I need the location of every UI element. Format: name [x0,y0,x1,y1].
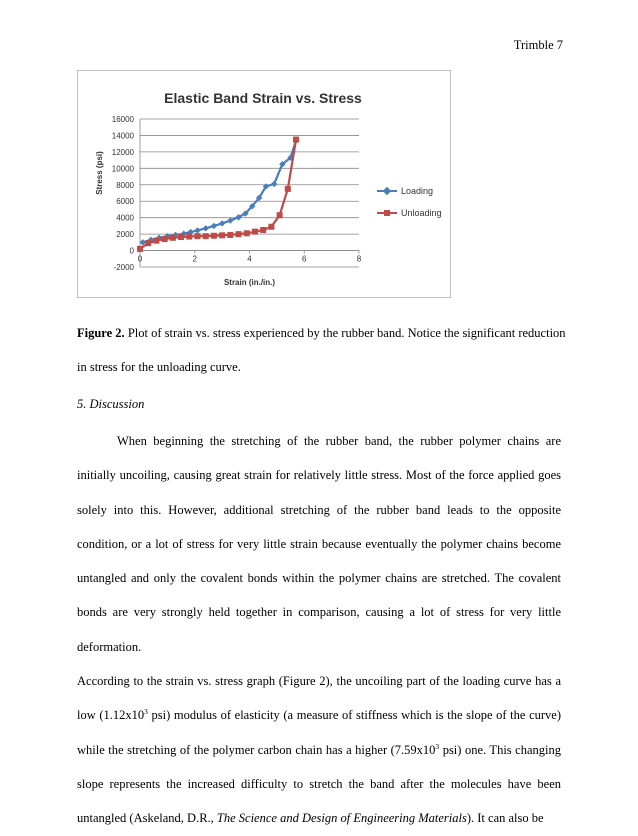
data-point-unloading [236,231,242,237]
data-point-loading [219,220,225,226]
x-tick-label: 8 [356,254,362,264]
x-tick-label: 2 [192,254,197,264]
legend-item-unloading [377,205,442,221]
stress-strain-chart [77,70,451,298]
y-tick-label: 0 [129,246,134,256]
data-point-loading [271,181,277,187]
data-point-unloading [153,238,159,244]
y-tick-label: 16000 [111,115,134,124]
series-line-unloading [140,140,296,249]
data-point-unloading [186,234,192,240]
exponent-1: 3 [144,707,148,717]
chart-title: Elastic Band Strain vs. Stress [164,90,362,106]
section-heading: 5. Discussion [77,397,145,411]
data-point-unloading [194,233,200,239]
y-tick-label: 4000 [116,213,134,223]
p2-part-d: ). It can also be [466,811,544,826]
y-tick-label: 14000 [111,131,134,141]
y-tick-label: 10000 [111,164,134,174]
legend-item-loading [377,183,442,199]
figure-label: Figure 2. [77,326,125,340]
data-point-unloading [219,232,225,238]
y-tick-label: 8000 [116,180,134,190]
legend-label-loading: Loading [401,186,434,196]
paragraph-2 [77,664,561,835]
data-point-unloading [178,234,184,240]
data-point-unloading [137,246,143,252]
p2-part-b: psi) modulus of elasticity (a measure of stiffness which is the slope of the curve) while the stretching of the polymer carbon chain has a higher (7.59x10 [77,708,561,757]
x-tick-label: 6 [302,254,307,264]
paragraph-1: When beginning the stretching of the rubber band, the rubber polymer chains are initially uncoiling, causing great strain for relatively little stress. Most of the force applied goes solely into this. However, additional stretching of the rubber band leads to the opposite condition, or a lot of stress for very little strain because eventually the polymer chains become untangled and only the covalent bonds within the polymer chains are stretched. The covalent bonds are very strongly held together in comparison, causing a lot of stress for very little deformation. [77,434,561,654]
data-point-unloading [260,227,266,233]
citation-title: The Science and Design of Engineering Materials [216,811,467,826]
legend-swatch-unloading [377,208,397,218]
data-point-unloading [203,233,209,239]
data-point-loading [211,223,217,229]
data-point-unloading [285,186,291,192]
legend-label-unloading: Unloading [401,208,442,218]
x-axis-label: Strain (in./in.) [223,278,276,287]
exponent-2: 3 [435,741,440,751]
y-axis-label: Stress (psi) [95,151,104,195]
y-tick-label: 12000 [111,147,134,157]
data-point-unloading [162,236,168,242]
figure-caption [77,316,577,384]
data-point-loading [194,227,200,233]
figure-caption-text: Plot of strain vs. stress experienced by the rubber band. Notice the significant reduction in stress for the unloading curve. [77,326,566,374]
y-tick-label: -2000 [113,263,134,272]
data-point-unloading [252,229,258,235]
body-text [77,424,561,836]
data-point-unloading [211,233,217,239]
chart-legend [377,183,442,227]
data-point-unloading [268,224,274,230]
legend-swatch-loading [377,186,397,196]
data-point-unloading [145,240,151,246]
data-point-unloading [244,230,250,236]
running-head: Trimble 7 [513,38,563,52]
data-point-unloading [170,235,176,241]
y-tick-label: 2000 [116,230,134,240]
data-point-unloading [293,137,299,143]
p2-part-c: psi) one. This changing slope represents the increased difficulty to stretch the band after the molecules have been untangled (Askeland, D.R., [77,742,561,826]
x-tick-label: 0 [137,254,143,264]
data-point-loading [203,225,209,231]
p2-part-a: According to the strain vs. stress graph (Figure 2), the uncoiling part of the loading curve has a low (1.12x10 [77,674,561,723]
x-tick-label: 4 [247,254,252,264]
data-point-loading [227,217,233,223]
y-tick-label: 6000 [116,197,134,207]
data-point-unloading [277,212,283,218]
data-point-unloading [227,232,233,238]
